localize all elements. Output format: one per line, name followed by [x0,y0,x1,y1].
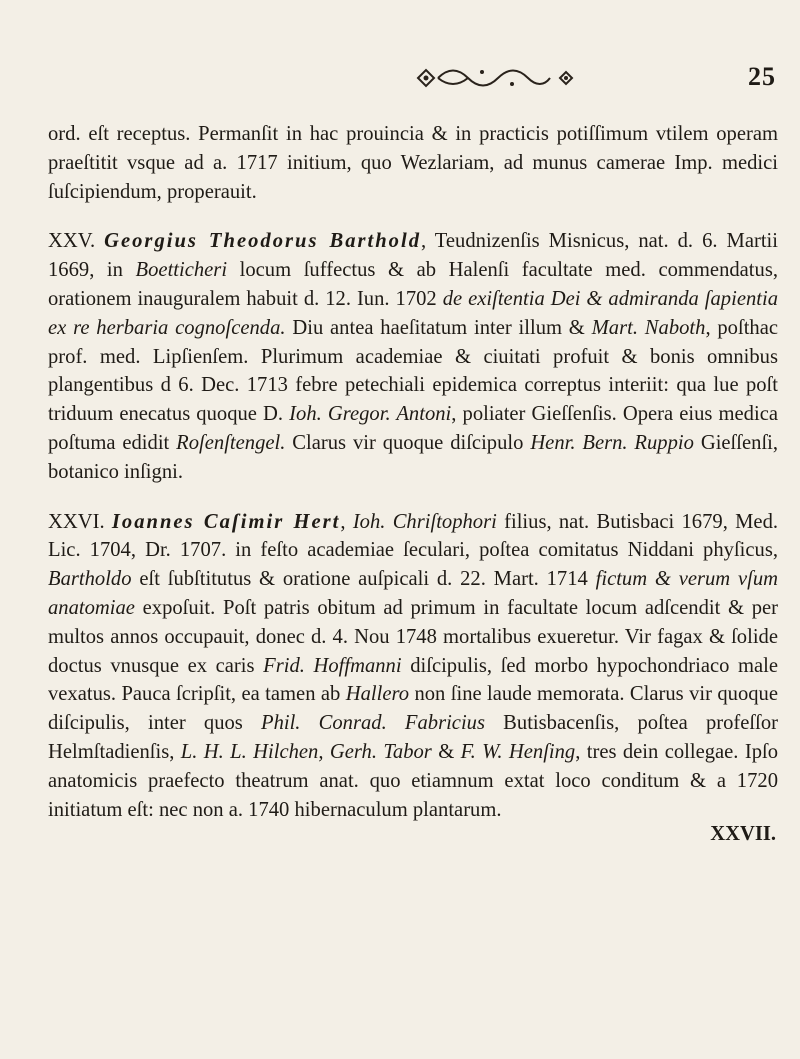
text-run: non ſine laude memorata. Clarus vir quoque diſcipulis, inter quos [48,683,778,735]
italic-text: F. W. Henſing [460,740,576,763]
italic-text: L. H. L. Hilchen, Gerh. Tabor [180,740,432,763]
person-name: Ioannes Caſimir Hert [111,510,341,533]
italic-text: Ioh. Chriſtophori [352,510,497,533]
text-run: , poſthac prof. med. Lipſienſem. Plurimum academiae & ciuitati profuit & bonis omnibus plangentibus d 6. Dec. 1713 febre petechiali epidemica correptus interiit: qua lue poſt triduum enecatus quoque D. [48,316,779,426]
text-run: eſt ſubſtitutus & oratione auſpicali d. 22. Mart. 1714 [139,568,588,591]
italic-text: Frid. Hoffmanni [263,654,402,677]
page-header [0,62,800,102]
italic-text: de exiſtentia Dei & admiranda ſapientia ex re herbaria cognoſcenda. [48,287,778,339]
italic-text: Roſenſtengel. [176,431,286,454]
entry-number: XXVI. [48,510,105,533]
text-run: , Teudnizenſis Misnicus, nat. d. 6. Martii 1669, in [48,230,778,282]
italic-text: Ioh. Gregor. Antoni [289,403,452,426]
entry-number: XXV. [48,230,96,253]
italic-text: Mart. Naboth [591,316,706,339]
paragraph-continuation [48,120,778,206]
text-run: locum ſuffectus & ab Halenſi facultate med. commendatus, orationem inauguralem habuit d. 12. Iun. 1702 [48,259,778,310]
italic-text: Boetticheri [135,259,228,282]
text-run: Butisbacenſis, poſtea profeſſor Helmſtadienſis, [48,712,779,763]
paragraph-xxvi [48,508,778,850]
text-run: , tres dein collegae. Ipſo anatomicis praefecto theatrum anat. quo etiamnum extat loco conditum & a 1720 initiatum eſt: nec non a. 1740 hibernaculum plantarum. [48,740,779,821]
text-run: Gieſſenſi, botanico inſigni. [48,431,779,483]
catchword: XXVII. [710,823,776,846]
italic-text: Bartholdo [48,568,132,591]
italic-text: Hallero [345,683,410,706]
text-run: , [340,510,346,533]
text-run: & [438,740,455,763]
text-run: filius, nat. Butisbaci 1679, Med. Lic. 1704, Dr. 1707. in feſto academiae ſeculari, poſtea comitatus Niddani phyſicus, [48,510,779,562]
paragraph-xxv [48,227,778,486]
body-text [48,120,778,849]
italic-text: fictum & verum vſum anatomiae [48,568,779,619]
text-run: expoſuit. Poſt patris obitum ad primum in facultate locum adſcendit & per multos annos occupauit, donec d. 4. Nou 1748 mortalibus exueretur. Vir fagax & ſolide doctus vnusque ex caris [48,596,778,677]
text-run: Diu antea haeſitatum inter illum & [292,316,585,339]
header-ornament-icon [410,62,575,94]
text-run: , poliater Gieſſenſis. Opera eius medica poſtuma edidit [48,403,778,454]
text-run: Clarus vir quoque diſcipulo [292,431,524,454]
text-run: ord. eſt receptus. Permanſit in hac prouincia & in practicis potiſſimum vtilem operam praeſtitit vsque ad a. 1717 initium, quo Wezlariam, ad munus camerae Imp. medici ſuſcipiendum, properauit. [48,123,778,203]
italic-text: Phil. Conrad. Fabricius [260,712,485,735]
italic-text: Henr. Bern. Ruppio [530,431,694,454]
person-name: Georgius Theodorus Barthold [104,230,421,253]
text-run: diſcipulis, ſed morbo hypochondriaco male vexatus. Pauca ſcripſit, ea tamen ab [48,654,779,706]
page-number: 25 [748,62,776,91]
